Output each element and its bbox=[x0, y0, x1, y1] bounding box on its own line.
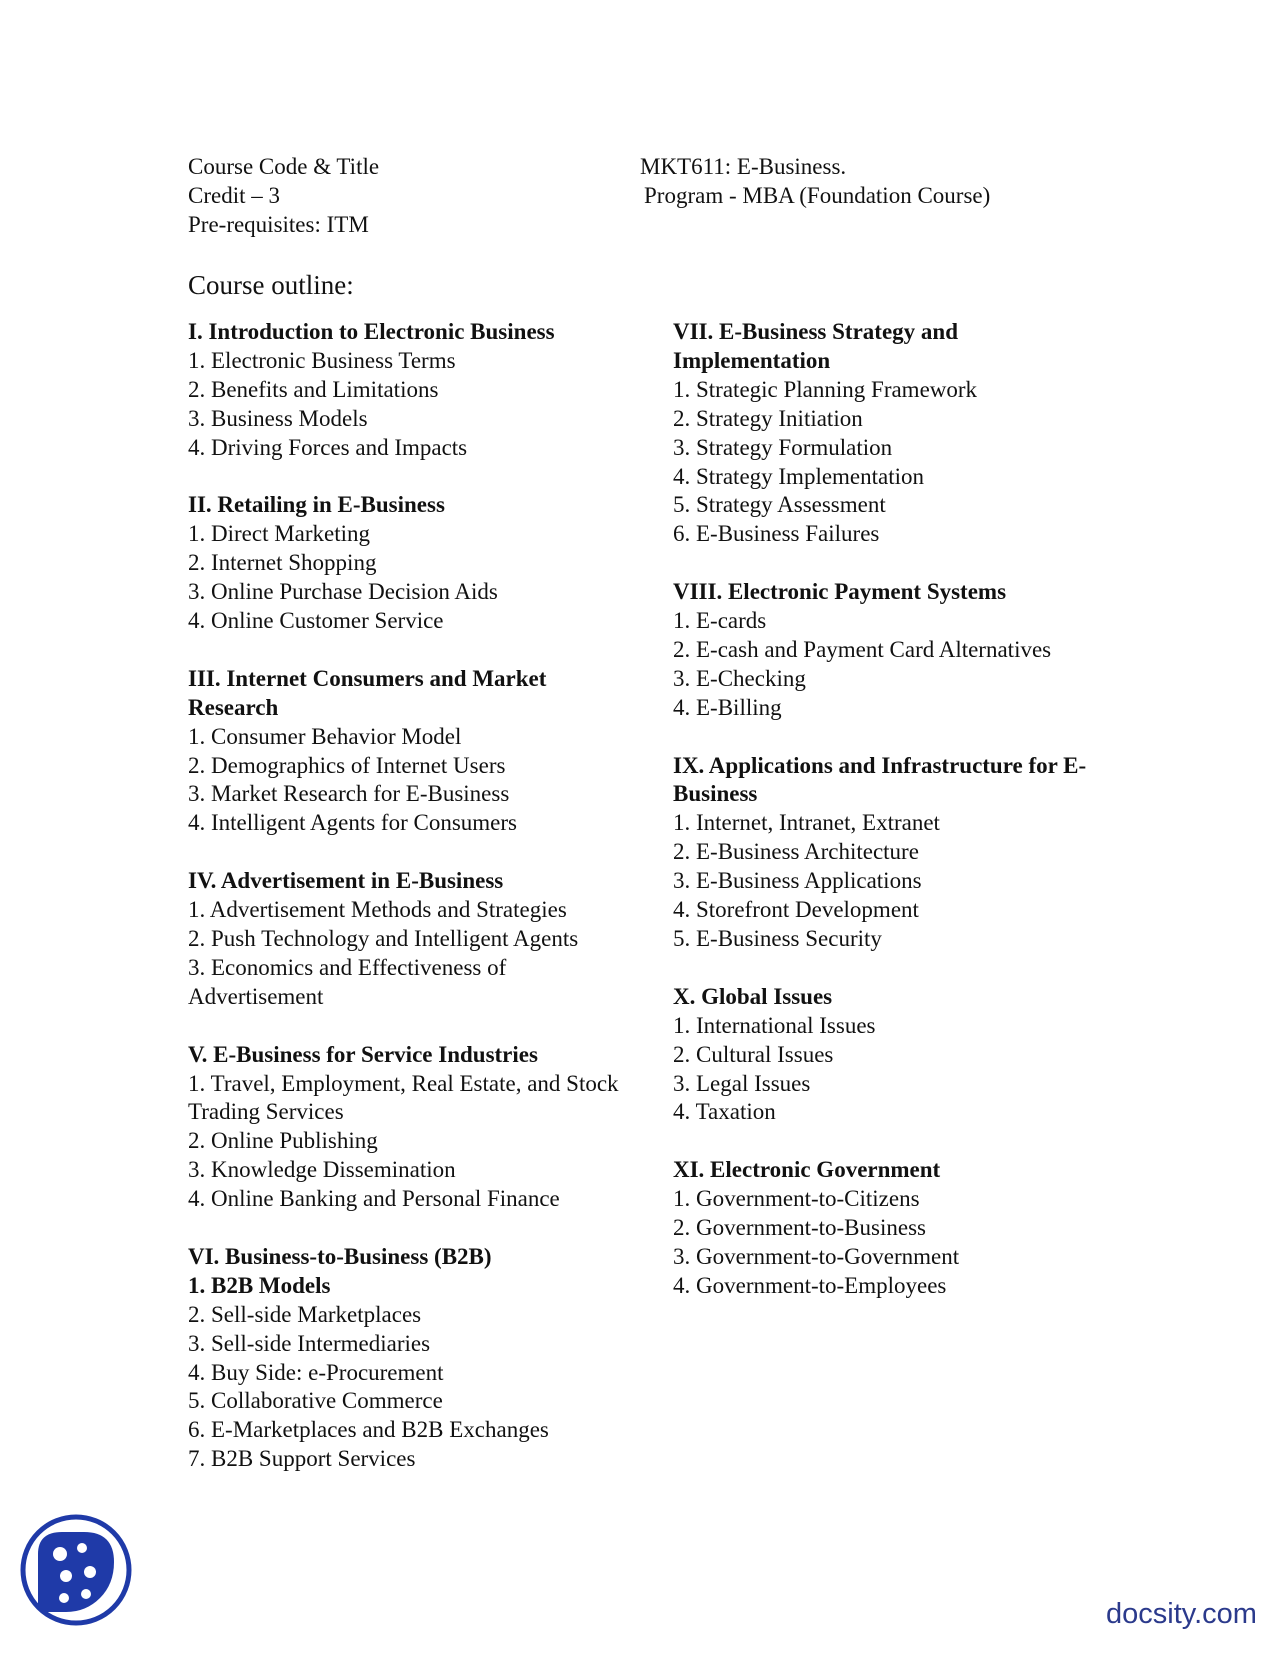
list-item: 6. E-Marketplaces and B2B Exchanges bbox=[188, 1417, 549, 1443]
section-title: IX. Applications and Infrastructure for E-Business bbox=[673, 752, 1087, 807]
section-title: VI. Business-to-Business (B2B) bbox=[188, 1243, 492, 1269]
section-9 bbox=[673, 752, 1153, 954]
list-item: 2. Cultural Issues bbox=[673, 1041, 834, 1067]
list-item: 3. E-Checking bbox=[673, 665, 806, 691]
list-item: 3. Economics and Effectiveness of Advertisement bbox=[188, 954, 507, 1009]
section-title: V. E-Business for Service Industries bbox=[188, 1041, 538, 1067]
list-item: 1. E-cards bbox=[673, 608, 767, 634]
list-item: 2. E-cash and Payment Card Alternatives bbox=[673, 636, 1052, 662]
list-item: 1. Government-to-Citizens bbox=[673, 1186, 920, 1212]
section-10 bbox=[673, 983, 1153, 1128]
list-item: 5. Collaborative Commerce bbox=[188, 1388, 443, 1414]
list-item: 1. Strategic Planning Framework bbox=[673, 376, 978, 402]
list-item: 1. Internet, Intranet, Extranet bbox=[673, 810, 940, 836]
list-item: 5. Strategy Assessment bbox=[673, 492, 886, 518]
list-item: 4. Online Banking and Personal Finance bbox=[188, 1186, 560, 1212]
prereq-label: Pre-requisites: ITM bbox=[188, 212, 369, 237]
list-item: 2. Online Publishing bbox=[188, 1128, 378, 1154]
credit-label: Credit – 3 bbox=[188, 183, 280, 208]
list-item: 1. Direct Marketing bbox=[188, 521, 371, 547]
list-item: 3. Strategy Formulation bbox=[673, 434, 893, 460]
list-item: 1. Travel, Employment, Real Estate, and Stock Trading Services bbox=[188, 1070, 619, 1125]
list-item: 3. Sell-side Intermediaries bbox=[188, 1330, 431, 1356]
list-item: 2. Government-to-Business bbox=[673, 1215, 926, 1241]
list-item: 4. Storefront Development bbox=[673, 897, 919, 923]
list-item: 2. Push Technology and Intelligent Agents bbox=[188, 925, 579, 951]
list-item: 4. Government-to-Employees bbox=[673, 1272, 947, 1298]
list-item: 3. Online Purchase Decision Aids bbox=[188, 579, 498, 605]
outline-title: Course outline: bbox=[188, 270, 354, 300]
list-item-bold: 1. B2B Models bbox=[188, 1272, 331, 1298]
section-1 bbox=[188, 318, 668, 463]
docsity-logo-icon[interactable] bbox=[20, 1514, 132, 1626]
list-item: 4. Intelligent Agents for Consumers bbox=[188, 810, 517, 836]
section-title: II. Retailing in E-Business bbox=[188, 492, 445, 518]
section-11 bbox=[673, 1156, 1153, 1301]
list-item: 7. B2B Support Services bbox=[188, 1446, 416, 1472]
list-item: 4. Taxation bbox=[673, 1099, 776, 1125]
course-code-label: Course Code & Title bbox=[188, 154, 380, 179]
list-item: 6. E-Business Failures bbox=[673, 521, 880, 547]
docsity-logo-svg bbox=[20, 1514, 132, 1626]
list-item: 3. Legal Issues bbox=[673, 1070, 811, 1096]
section-title: IV. Advertisement in E-Business bbox=[188, 868, 504, 894]
section-title: X. Global Issues bbox=[673, 983, 833, 1009]
section-2 bbox=[188, 491, 668, 636]
section-7 bbox=[673, 318, 1153, 549]
list-item: 4. Buy Side: e-Procurement bbox=[188, 1359, 444, 1385]
section-title: VII. E-Business Strategy and Implementation bbox=[673, 319, 958, 373]
list-item: 2. Sell-side Marketplaces bbox=[188, 1301, 422, 1327]
left-column bbox=[188, 318, 668, 1503]
list-item: 3. E-Business Applications bbox=[673, 868, 922, 894]
section-title: III. Internet Consumers and Market Research bbox=[188, 665, 547, 720]
list-item: 4. Driving Forces and Impacts bbox=[188, 434, 468, 460]
list-item: 3. Business Models bbox=[188, 405, 368, 431]
list-item: 1. International Issues bbox=[673, 1012, 876, 1038]
list-item: 2. Benefits and Limitations bbox=[188, 376, 439, 402]
list-item: 3. Knowledge Dissemination bbox=[188, 1157, 456, 1183]
brand-text[interactable]: docsity.com bbox=[1106, 1598, 1257, 1630]
section-3 bbox=[188, 665, 668, 838]
list-item: 1. Electronic Business Terms bbox=[188, 347, 456, 373]
list-item: 3. Government-to-Government bbox=[673, 1243, 960, 1269]
list-item: 3. Market Research for E-Business bbox=[188, 781, 510, 807]
right-column bbox=[673, 318, 1153, 1330]
section-8 bbox=[673, 578, 1153, 723]
list-item: 4. Online Customer Service bbox=[188, 608, 444, 634]
program-value: Program - MBA (Foundation Course) bbox=[644, 183, 991, 208]
section-title: I. Introduction to Electronic Business bbox=[188, 319, 555, 344]
section-5 bbox=[188, 1041, 668, 1214]
list-item: 1. Consumer Behavior Model bbox=[188, 723, 462, 749]
list-item: 4. Strategy Implementation bbox=[673, 463, 925, 489]
list-item: 2. Strategy Initiation bbox=[673, 405, 863, 431]
course-code-value: MKT611: E-Business. bbox=[640, 154, 847, 179]
list-item: 2. E-Business Architecture bbox=[673, 839, 919, 865]
list-item: 2. Internet Shopping bbox=[188, 550, 377, 576]
section-title: XI. Electronic Government bbox=[673, 1157, 941, 1183]
list-item: 1. Advertisement Methods and Strategies bbox=[188, 897, 567, 923]
section-6 bbox=[188, 1243, 668, 1474]
list-item: 5. E-Business Security bbox=[673, 926, 882, 951]
list-item: 4. E-Billing bbox=[673, 694, 782, 720]
section-title: VIII. Electronic Payment Systems bbox=[673, 579, 1007, 605]
list-item: 2. Demographics of Internet Users bbox=[188, 752, 506, 778]
section-4 bbox=[188, 867, 668, 1012]
